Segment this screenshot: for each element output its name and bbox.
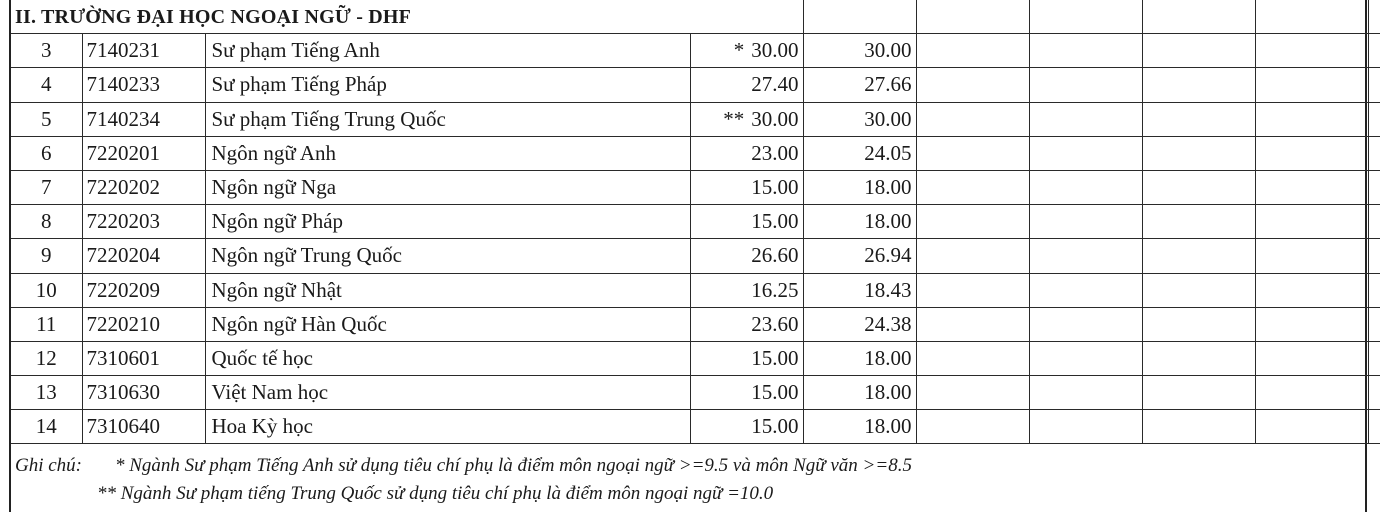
empty-cell <box>1029 239 1142 273</box>
score-value-1: 30.00 <box>751 38 799 63</box>
admission-score-table <box>11 0 1380 444</box>
empty-cell <box>1368 307 1380 341</box>
empty-cell <box>1029 0 1142 34</box>
empty-cell <box>916 376 1029 410</box>
table-row <box>11 205 1380 239</box>
empty-cell <box>1368 205 1380 239</box>
table-row <box>11 34 1380 68</box>
score-cell-2: 18.00 <box>803 341 916 375</box>
empty-cell <box>1029 273 1142 307</box>
major-code: 7310630 <box>82 376 205 410</box>
empty-cell <box>1255 410 1368 444</box>
major-code: 7310640 <box>82 410 205 444</box>
empty-cell <box>1368 239 1380 273</box>
empty-cell <box>916 410 1029 444</box>
score-cell-1 <box>690 410 803 444</box>
row-number: 13 <box>11 376 82 410</box>
empty-cell <box>1142 0 1255 34</box>
empty-cell <box>1368 136 1380 170</box>
empty-cell <box>1142 239 1255 273</box>
empty-cell <box>803 0 916 34</box>
major-name: Ngôn ngữ Hàn Quốc <box>205 307 690 341</box>
empty-cell <box>1255 341 1368 375</box>
empty-cell <box>916 273 1029 307</box>
table-row <box>11 239 1380 273</box>
major-code: 7310601 <box>82 341 205 375</box>
row-number: 14 <box>11 410 82 444</box>
empty-cell <box>1142 273 1255 307</box>
table-row <box>11 376 1380 410</box>
empty-cell <box>1255 170 1368 204</box>
row-number: 5 <box>11 102 82 136</box>
score-value-1: 23.60 <box>751 311 799 336</box>
empty-cell <box>1029 307 1142 341</box>
empty-cell <box>916 0 1029 34</box>
score-value-1: 15.00 <box>751 345 799 370</box>
score-cell-1 <box>690 273 803 307</box>
empty-cell <box>1142 102 1255 136</box>
score-cell-2: 26.94 <box>803 239 916 273</box>
table-row <box>11 68 1380 102</box>
empty-cell <box>1142 205 1255 239</box>
score-cell-1 <box>690 34 803 68</box>
score-table-sheet <box>9 0 1367 512</box>
major-code: 7220203 <box>82 205 205 239</box>
note-line-2 <box>15 480 912 508</box>
empty-cell <box>916 307 1029 341</box>
empty-cell <box>1142 136 1255 170</box>
major-name: Ngôn ngữ Pháp <box>205 205 690 239</box>
score-cell-2: 24.38 <box>803 307 916 341</box>
table-row <box>11 307 1380 341</box>
empty-cell <box>916 170 1029 204</box>
score-value-1: 16.25 <box>751 277 799 302</box>
empty-cell <box>916 341 1029 375</box>
score-cell-1 <box>690 68 803 102</box>
major-name: Sư phạm Tiếng Pháp <box>205 68 690 102</box>
table-row <box>11 341 1380 375</box>
row-number: 4 <box>11 68 82 102</box>
score-value-1: 23.00 <box>751 140 799 165</box>
empty-cell <box>1255 102 1368 136</box>
empty-cell <box>1368 68 1380 102</box>
score-value-1: 15.00 <box>751 209 799 234</box>
table-row <box>11 170 1380 204</box>
empty-cell <box>1029 341 1142 375</box>
empty-cell <box>1255 0 1368 34</box>
empty-cell <box>1142 307 1255 341</box>
major-code: 7140231 <box>82 34 205 68</box>
empty-cell <box>1255 68 1368 102</box>
empty-cell <box>1255 273 1368 307</box>
score-cell-1 <box>690 205 803 239</box>
empty-cell <box>1368 34 1380 68</box>
empty-cell <box>1368 273 1380 307</box>
major-name: Việt Nam học <box>205 376 690 410</box>
notes <box>15 452 912 508</box>
score-cell-1 <box>690 239 803 273</box>
row-number: 7 <box>11 170 82 204</box>
empty-cell <box>916 68 1029 102</box>
score-cell-1 <box>690 376 803 410</box>
empty-cell <box>1142 68 1255 102</box>
footnote-mark: * <box>733 38 745 63</box>
empty-cell <box>916 239 1029 273</box>
score-value-1: 30.00 <box>751 106 799 131</box>
empty-cell <box>1255 307 1368 341</box>
major-code: 7220202 <box>82 170 205 204</box>
score-cell-2: 24.05 <box>803 136 916 170</box>
empty-cell <box>1142 376 1255 410</box>
empty-cell <box>916 136 1029 170</box>
major-name: Quốc tế học <box>205 341 690 375</box>
major-code: 7220204 <box>82 239 205 273</box>
empty-cell <box>1368 341 1380 375</box>
empty-cell <box>1255 34 1368 68</box>
empty-cell <box>1029 68 1142 102</box>
major-code: 7140233 <box>82 68 205 102</box>
major-name: Hoa Kỳ học <box>205 410 690 444</box>
empty-cell <box>1255 239 1368 273</box>
empty-cell <box>916 205 1029 239</box>
row-number: 12 <box>11 341 82 375</box>
major-name: Ngôn ngữ Trung Quốc <box>205 239 690 273</box>
major-code: 7140234 <box>82 102 205 136</box>
major-code: 7220210 <box>82 307 205 341</box>
major-name: Ngôn ngữ Nhật <box>205 273 690 307</box>
score-value-1: 15.00 <box>751 380 799 405</box>
score-cell-1 <box>690 136 803 170</box>
note-text-1: * Ngành Sư phạm Tiếng Anh sử dụng tiêu chí phụ là điểm môn ngoại ngữ >=9.5 và môn Ngữ văn >=8.5 <box>115 455 912 476</box>
empty-cell <box>1029 376 1142 410</box>
empty-cell <box>1029 136 1142 170</box>
major-name: Ngôn ngữ Nga <box>205 170 690 204</box>
empty-cell <box>1029 102 1142 136</box>
empty-cell <box>1368 0 1380 34</box>
empty-cell <box>1029 205 1142 239</box>
major-name: Sư phạm Tiếng Anh <box>205 34 690 68</box>
score-value-1: 15.00 <box>751 175 799 200</box>
empty-cell <box>1029 170 1142 204</box>
empty-cell <box>1255 376 1368 410</box>
score-cell-2: 18.00 <box>803 410 916 444</box>
empty-cell <box>1368 170 1380 204</box>
empty-cell <box>1255 136 1368 170</box>
empty-cell <box>1142 341 1255 375</box>
score-cell-2: 18.00 <box>803 205 916 239</box>
table-row <box>11 136 1380 170</box>
empty-cell <box>1368 102 1380 136</box>
major-code: 7220209 <box>82 273 205 307</box>
major-code: 7220201 <box>82 136 205 170</box>
row-number: 6 <box>11 136 82 170</box>
major-name: Sư phạm Tiếng Trung Quốc <box>205 102 690 136</box>
empty-cell <box>1255 205 1368 239</box>
empty-cell <box>1142 34 1255 68</box>
score-cell-2: 18.00 <box>803 376 916 410</box>
empty-cell <box>1029 410 1142 444</box>
section-header-row <box>11 0 1380 34</box>
empty-cell <box>1142 410 1255 444</box>
empty-cell <box>1142 170 1255 204</box>
footnote-mark: ** <box>723 106 745 131</box>
score-cell-1 <box>690 170 803 204</box>
section-title: II. TRƯỜNG ĐẠI HỌC NGOẠI NGỮ - DHF <box>11 0 803 34</box>
empty-cell <box>916 34 1029 68</box>
row-number: 11 <box>11 307 82 341</box>
empty-cell <box>1029 34 1142 68</box>
empty-cell <box>916 102 1029 136</box>
table-row <box>11 410 1380 444</box>
row-number: 3 <box>11 34 82 68</box>
score-value-1: 15.00 <box>751 414 799 439</box>
note-text-2: ** Ngành Sư phạm tiếng Trung Quốc sử dụng tiêu chí phụ là điểm môn ngoại ngữ =10.0 <box>97 483 774 504</box>
score-cell-2: 27.66 <box>803 68 916 102</box>
table-row <box>11 273 1380 307</box>
notes-label: Ghi chú: <box>15 455 83 476</box>
score-cell-2: 30.00 <box>803 34 916 68</box>
row-number: 9 <box>11 239 82 273</box>
row-number: 8 <box>11 205 82 239</box>
score-cell-2: 18.43 <box>803 273 916 307</box>
score-cell-1 <box>690 102 803 136</box>
note-line-1 <box>15 452 912 480</box>
empty-cell <box>1368 376 1380 410</box>
major-name: Ngôn ngữ Anh <box>205 136 690 170</box>
score-cell-1 <box>690 341 803 375</box>
score-cell-2: 30.00 <box>803 102 916 136</box>
table-row <box>11 102 1380 136</box>
score-value-1: 27.40 <box>751 72 799 97</box>
score-cell-2: 18.00 <box>803 170 916 204</box>
score-value-1: 26.60 <box>751 243 799 268</box>
empty-cell <box>1368 410 1380 444</box>
score-cell-1 <box>690 307 803 341</box>
row-number: 10 <box>11 273 82 307</box>
